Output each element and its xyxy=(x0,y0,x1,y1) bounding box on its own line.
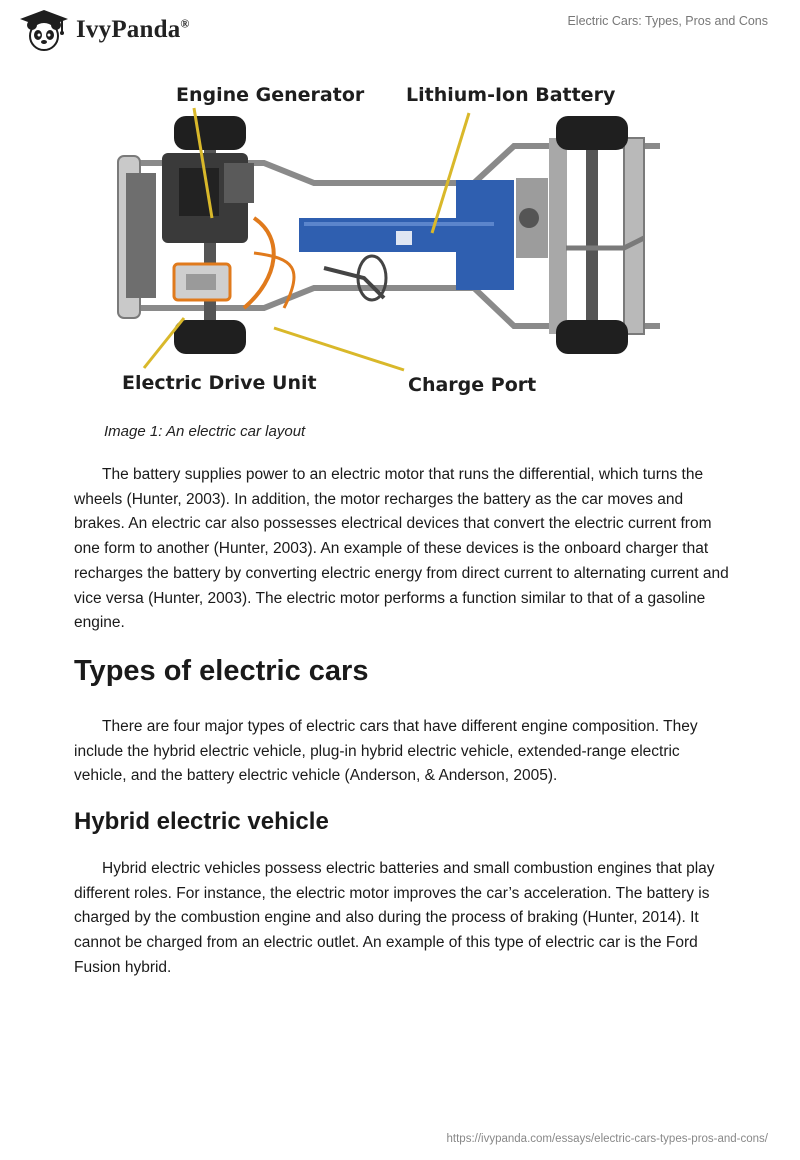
section-heading-types: Types of electric cars xyxy=(74,655,369,687)
panda-graduate-icon xyxy=(18,8,70,52)
body-paragraph-1: The battery supplies power to an electric motor that runs the differential, which turns the wheels (Hunter, 2003). In addition, the motor recharges the battery as the car moves and brakes. An electric car also possesses electrical devices that convert the electric current from one form to another (Hunter, 2003). An example of these devices is the onboard charger that recharges the battery by converting electric energy from direct current to alternating current and vice versa (Hunter, 2003). The electric motor performs a function similar to that of a gasoline engine. xyxy=(74,466,729,632)
page-header xyxy=(0,0,800,60)
label-electric-drive-unit: Electric Drive Unit xyxy=(122,372,317,394)
rear-crossmember xyxy=(624,138,644,334)
logo-text: IvyPanda® xyxy=(76,16,190,43)
source-url-link[interactable]: https://ivypanda.com/essays/electric-cars-types-pros-and-cons/ xyxy=(446,1133,768,1145)
body-paragraph-2: There are four major types of electric cars that have different engine composition. They include the hybrid electric vehicle, plug-in hybrid electric vehicle, extended-range electric vehicle, and the battery electric vehicle (Anderson, & Anderson, 2005). xyxy=(74,718,698,785)
lithium-ion-battery-pack xyxy=(299,180,514,290)
ivypanda-logo[interactable] xyxy=(18,8,190,52)
label-lithium-ion-battery: Lithium-Ion Battery xyxy=(406,84,616,106)
figure-caption: Image 1: An electric car layout xyxy=(104,423,306,440)
label-engine-generator: Engine Generator xyxy=(176,84,365,106)
body-paragraph-3: Hybrid electric vehicles possess electric batteries and small combustion engines that play different roles. For instance, the electric motor improves the car’s acceleration. The battery is charged by the combustion engine and also during the process of braking (Hunter, 2014). It cannot be charged from an electric outlet. An example of this type of electric car is the Ford Fusion hybrid. xyxy=(74,860,715,976)
subsection-heading-hybrid: Hybrid electric vehicle xyxy=(74,808,329,835)
electric-car-layout-image xyxy=(104,68,660,412)
document-title: Electric Cars: Types, Pros and Cons xyxy=(567,14,768,28)
high-voltage-cable xyxy=(244,218,274,308)
label-charge-port: Charge Port xyxy=(408,374,537,396)
